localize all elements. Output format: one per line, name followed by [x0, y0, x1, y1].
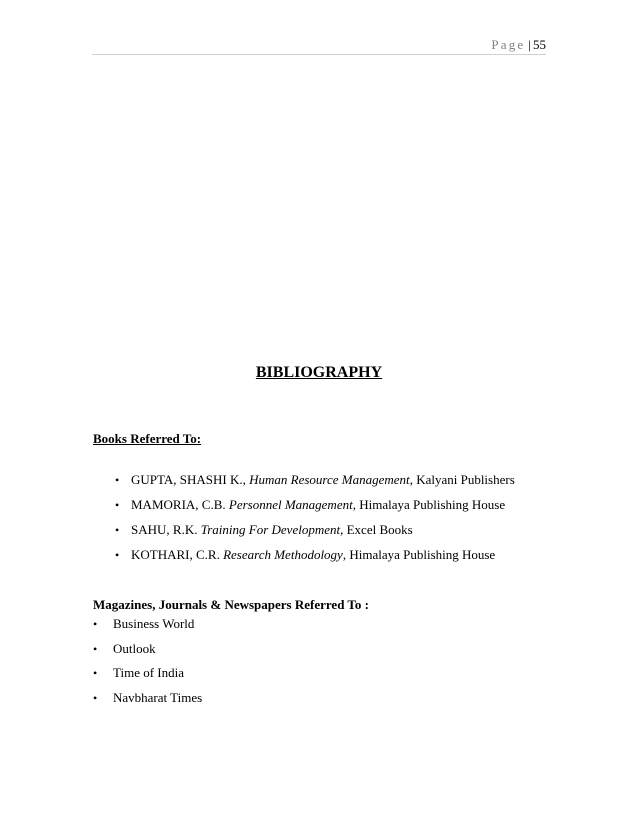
- list-item: [115, 542, 515, 567]
- book-publisher: , Himalaya Publishing House: [342, 547, 496, 562]
- books-heading: Books Referred To:: [93, 431, 202, 446]
- book-title: Research Methodology: [223, 547, 343, 562]
- bullet-icon: •: [115, 523, 120, 537]
- list-item: [93, 686, 202, 711]
- book-title: Training For Development,: [200, 522, 344, 537]
- list-item: [93, 612, 202, 637]
- magazines-list: [93, 612, 202, 710]
- page-header: [92, 38, 546, 55]
- book-publisher: , Himalaya Publishing House: [352, 497, 506, 512]
- page-title: BIBLIOGRAPHY: [255, 364, 383, 381]
- bullet-icon: •: [93, 617, 98, 631]
- bullet-icon: •: [115, 498, 120, 512]
- list-item: [115, 492, 515, 517]
- book-title: Personnel Management: [228, 497, 353, 512]
- page-label: Page: [491, 37, 526, 52]
- magazine-name: Time of India: [113, 665, 185, 680]
- book-title: Human Resource Management: [249, 472, 410, 487]
- list-item: [115, 517, 515, 542]
- magazine-name: Business World: [113, 616, 195, 631]
- list-item: [93, 637, 202, 662]
- list-item: [93, 661, 202, 686]
- bullet-icon: •: [93, 666, 98, 680]
- magazines-heading: Magazines, Journals & Newspapers Referred To :: [93, 597, 369, 612]
- magazine-name: Outlook: [113, 640, 156, 656]
- page-number: 55: [533, 37, 546, 52]
- list-item: [115, 467, 515, 492]
- bullet-icon: •: [93, 690, 98, 705]
- book-author: MAMORIA, C.B.: [131, 497, 229, 512]
- books-list: [115, 467, 515, 567]
- book-author: SAHU, R.K.: [131, 522, 201, 537]
- header-separator: |: [528, 37, 531, 52]
- magazine-name: Navbharat Times: [113, 689, 203, 705]
- book-author: KOTHARI, C.R.: [131, 547, 224, 562]
- book-author: GUPTA, SHASHI K.,: [131, 472, 250, 487]
- book-publisher: Excel Books: [343, 522, 413, 537]
- bullet-icon: •: [115, 473, 120, 487]
- bullet-icon: •: [115, 548, 120, 562]
- bullet-icon: •: [93, 641, 98, 656]
- book-publisher: , Kalyani Publishers: [409, 472, 515, 487]
